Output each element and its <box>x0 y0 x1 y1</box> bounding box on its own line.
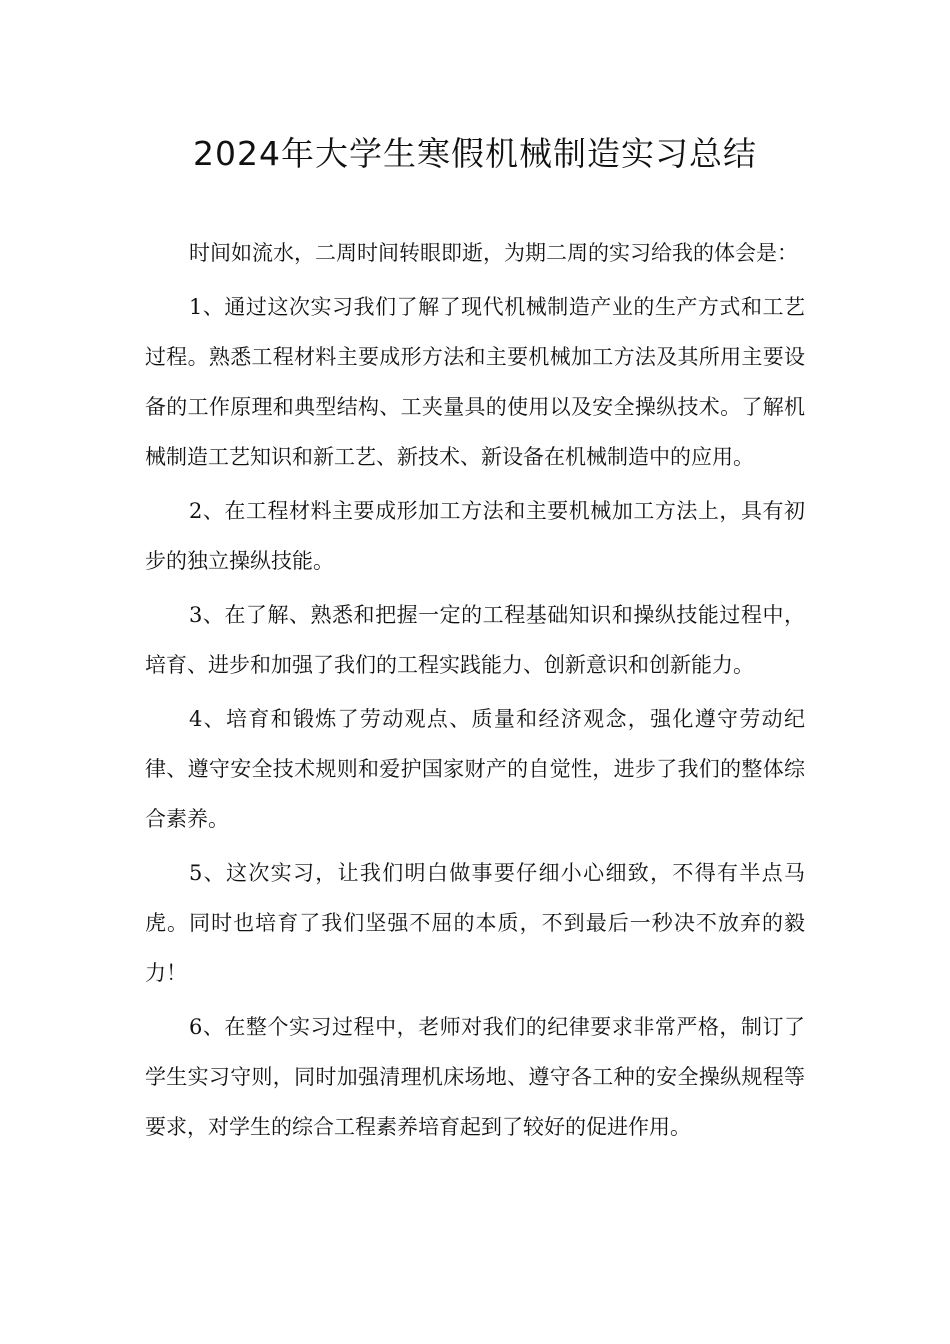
paragraph-intro: 时间如流水，二周时间转眼即逝，为期二周的实习给我的体会是： <box>189 241 798 265</box>
paragraph-item-1: 1、通过这次实习我们了解了现代机械制造产业的生产方式和工艺过程。熟悉工程材料主要成形方法和主要机械加工方法及其所用主要设备的工作原理和典型结构、工夹量具的使用以及安全操纵技术。了解机械制造工艺知识和新工艺、新技术、新设备在机械制造中的应用。 <box>145 295 805 469</box>
paragraph-item-3: 3、在了解、熟悉和把握一定的工程基础知识和操纵技能过程中，培育、进步和加强了我们的工程实践能力、创新意识和创新能力。 <box>145 603 805 677</box>
paragraph-item-4: 4、培育和锻炼了劳动观点、质量和经济观念，强化遵守劳动纪律、遵守安全技术规则和爱护国家财产的自觉性，进步了我们的整体综合素养。 <box>145 707 805 831</box>
document-body <box>145 228 805 1152</box>
paragraph-item-6: 6、在整个实习过程中，老师对我们的纪律要求非常严格，制订了学生实习守则，同时加强清理机床场地、遵守各工种的安全操纵规程等要求，对学生的综合工程素养培育起到了较好的促进作用。 <box>145 1015 805 1139</box>
paragraph-item-2: 2、在工程材料主要成形加工方法和主要机械加工方法上，具有初步的独立操纵技能。 <box>145 499 805 573</box>
document-title: 2024年大学生寒假机械制造实习总结 <box>193 134 757 173</box>
paragraph-item-5: 5、这次实习，让我们明白做事要仔细小心细致，不得有半点马虎。同时也培育了我们坚强不屈的本质，不到最后一秒决不放弃的毅力！ <box>145 861 805 985</box>
